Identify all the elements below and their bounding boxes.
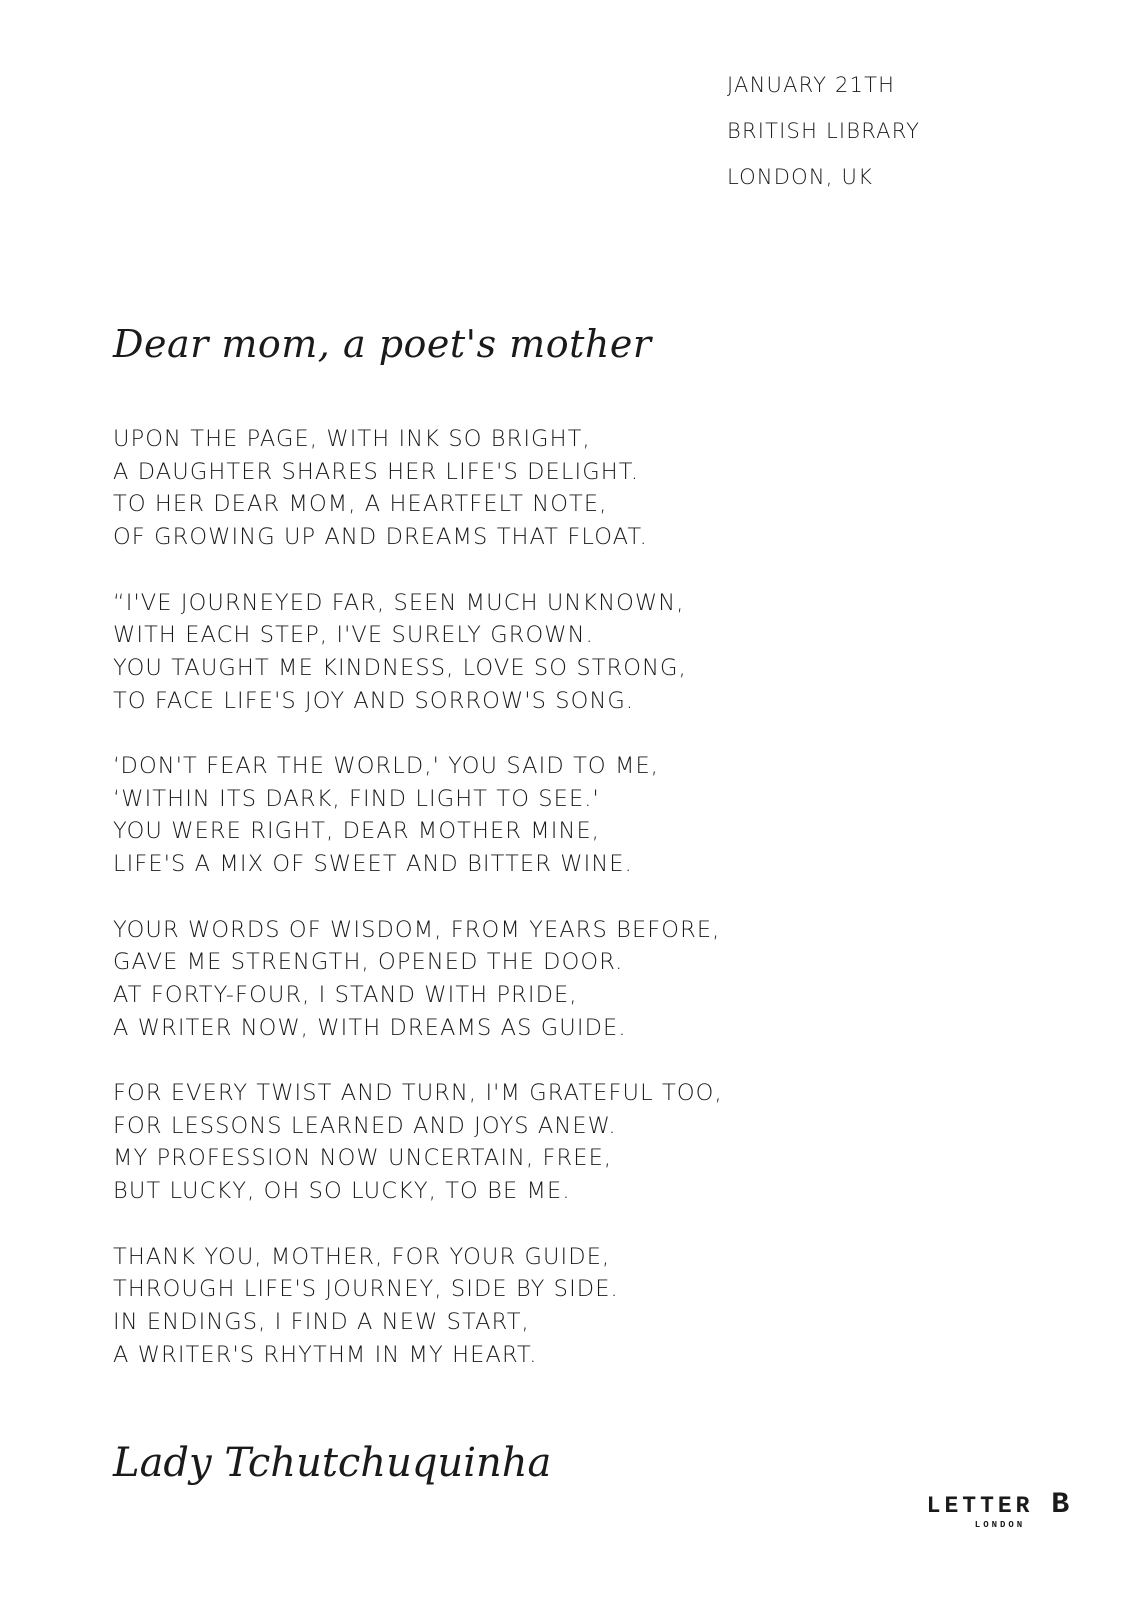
poem-line: THROUGH LIFE'S JOURNEY, SIDE BY SIDE.	[113, 1276, 619, 1303]
poem-stanza	[113, 914, 1013, 1045]
poem-body	[113, 423, 1013, 1371]
poem-line: TO HER DEAR MOM, A HEARTFELT NOTE,	[113, 491, 608, 518]
logo-subtitle: LONDON	[974, 1520, 1026, 1530]
logo-wordmark	[920, 1488, 1080, 1522]
poem-line: OF GROWING UP AND DREAMS THAT FLOAT.	[113, 524, 648, 551]
poem-line: ‘DON'T FEAR THE WORLD,' YOU SAID TO ME,	[113, 753, 660, 779]
poem-line: ‘WITHIN ITS DARK, FIND LIGHT TO SEE.'	[113, 785, 600, 812]
poem-line: A WRITER'S RHYTHM IN MY HEART.	[113, 1341, 538, 1368]
poem-line: YOUR WORDS OF WISDOM, FROM YEARS BEFORE,	[113, 916, 721, 943]
poem-stanza	[113, 750, 1013, 881]
poem-line: “I'VE JOURNEYED FAR, SEEN MUCH UNKNOWN,	[113, 589, 685, 616]
letter-header	[727, 62, 920, 200]
poem-line: BUT LUCKY, OH SO LUCKY, TO BE ME.	[113, 1178, 571, 1205]
header-date: JANUARY 21TH	[727, 73, 896, 97]
poem-stanza	[113, 423, 1013, 554]
poem-stanza	[113, 587, 1013, 718]
logo-prefix: LETTER	[926, 1493, 1052, 1519]
poem-line: GAVE ME STRENGTH, OPENED THE DOOR.	[113, 949, 624, 976]
poem-line: FOR EVERY TWIST AND TURN, I'M GRATEFUL TOO,	[113, 1080, 723, 1106]
logo-letter: B	[1051, 1488, 1074, 1522]
poem-line: AT FORTY-FOUR, I STAND WITH PRIDE,	[113, 981, 578, 1008]
poem-stanza	[113, 1241, 1013, 1372]
poem-stanza	[113, 1077, 1013, 1208]
poem-line: YOU WERE RIGHT, DEAR MOTHER MINE,	[113, 818, 601, 845]
signature: Lady Tchutchuquinha	[113, 1440, 552, 1486]
poem-line: A WRITER NOW, WITH DREAMS AS GUIDE.	[113, 1014, 627, 1041]
poem-line: TO FACE LIFE'S JOY AND SORROW'S SONG.	[113, 687, 635, 714]
poem-line: THANK YOU, MOTHER, FOR YOUR GUIDE,	[113, 1243, 611, 1270]
header-place: BRITISH LIBRARY	[727, 119, 921, 143]
poem-line: YOU TAUGHT ME KINDNESS, LOVE SO STRONG,	[113, 654, 687, 681]
poem-line: IN ENDINGS, I FIND A NEW START,	[113, 1308, 530, 1335]
brand-logo	[920, 1488, 1080, 1530]
poem-line: A DAUGHTER SHARES HER LIFE'S DELIGHT.	[113, 458, 640, 485]
letter-title: Dear mom, a poet's mother	[113, 322, 652, 366]
poem-line: UPON THE PAGE, WITH INK SO BRIGHT,	[113, 426, 591, 452]
poem-line: WITH EACH STEP, I'VE SURELY GROWN.	[113, 622, 594, 649]
poem-line: LIFE'S A MIX OF SWEET AND BITTER WINE.	[113, 851, 633, 878]
poem-line: FOR LESSONS LEARNED AND JOYS ANEW.	[113, 1112, 617, 1139]
header-city: LONDON, UK	[727, 165, 874, 189]
poem-line: MY PROFESSION NOW UNCERTAIN, FREE,	[113, 1145, 613, 1172]
